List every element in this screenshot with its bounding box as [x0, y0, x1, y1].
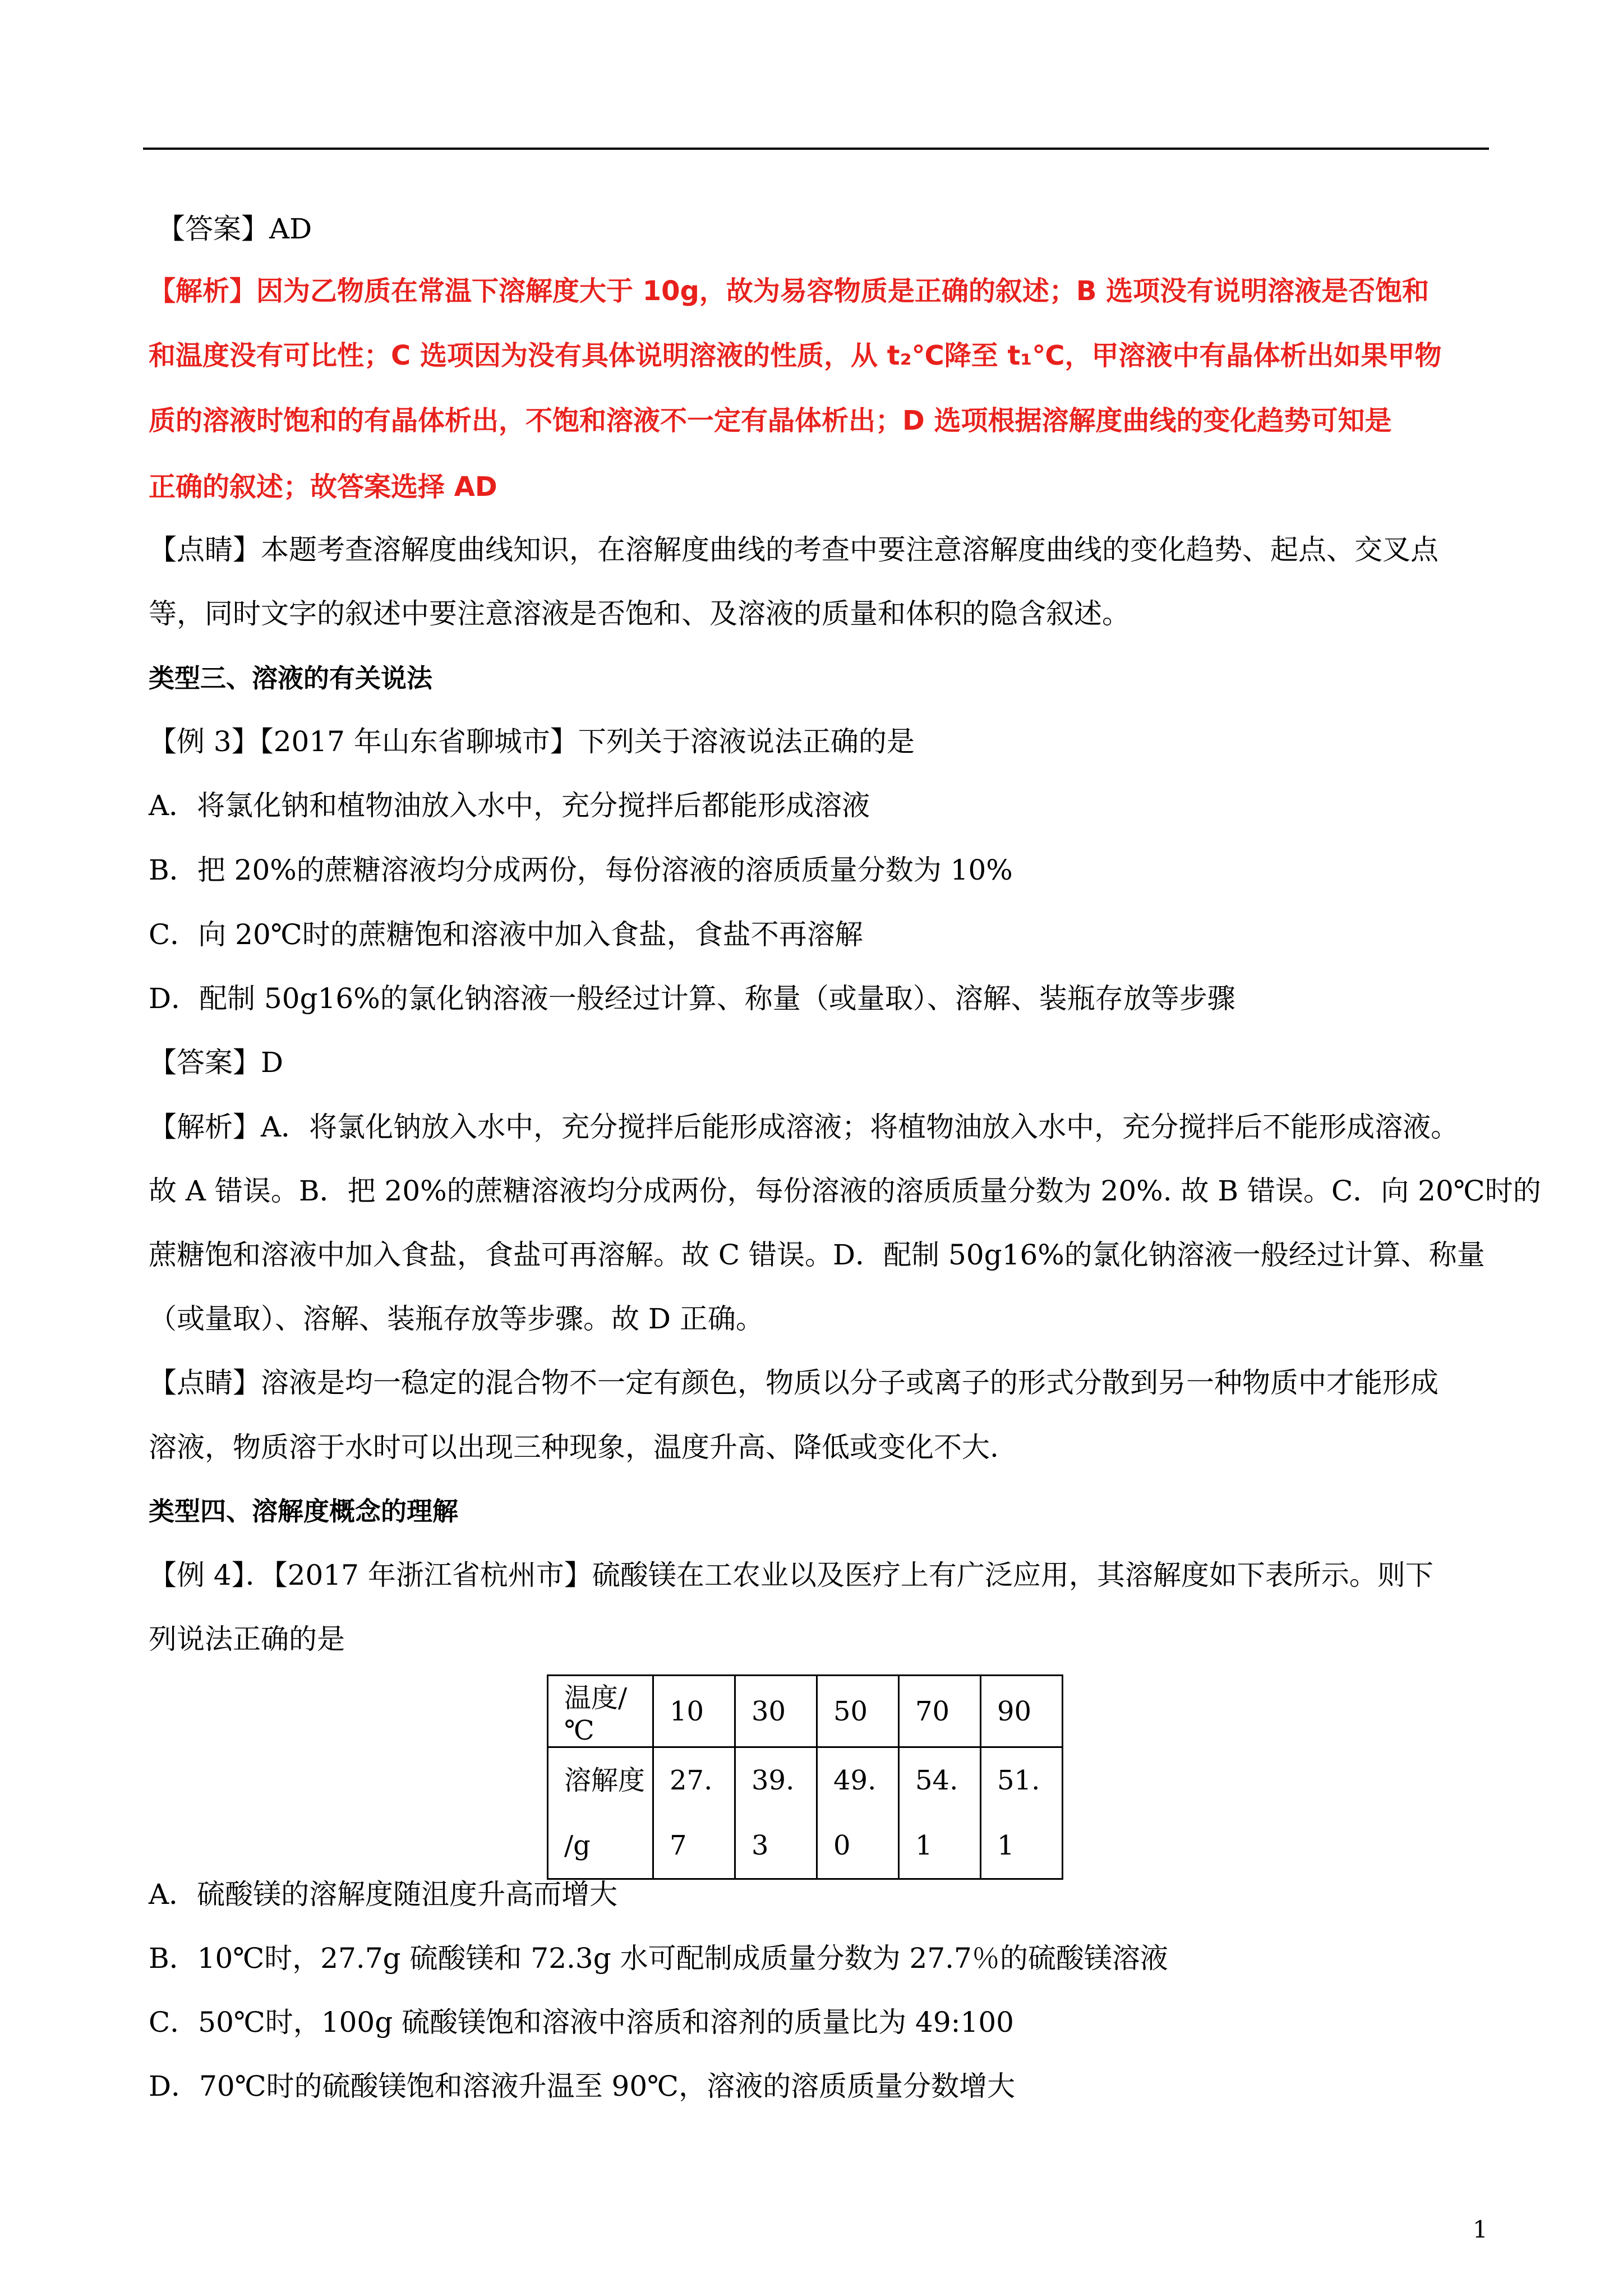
table-row [548, 1747, 1063, 1879]
analysis-line: 蔗糖饱和溶液中加入食盐，食盐可再溶解。故 C 错误。D．配制 50g16%的氯化钠溶液一般经过计算、称量 [149, 1239, 1485, 1271]
header-rule [143, 148, 1489, 150]
analysis-line: 和温度没有可比性；C 选项因为没有具体说明溶液的性质，从 t₂℃降至 t₁℃，甲溶液中有晶体析出如果甲物 [149, 340, 1442, 371]
page-number: 1 [1473, 2216, 1488, 2243]
option-d: D．70℃时的硫酸镁饱和溶液升温至 90℃，溶液的溶质质量分数增大 [149, 2070, 1016, 2102]
option-a: A．将氯化钠和植物油放入水中，充分搅拌后都能形成溶液 [149, 789, 870, 822]
example-question: 【例 3】【2017 年山东省聊城市】下列关于溶液说法正确的是 [149, 725, 915, 758]
analysis-line: 故 A 错误。B．把 20%的蔗糖溶液均分成两份，每份溶液的溶质质量分数为 20%. 故 B 错误。C．向 20℃时的 [149, 1175, 1541, 1207]
table-cell: 70 [899, 1676, 981, 1747]
example-question: 列说法正确的是 [149, 1623, 345, 1655]
solubility-table [547, 1674, 1063, 1880]
option-b: B．10℃时，27.7g 硫酸镁和 72.3g 水可配制成质量分数为 27.7％的硫酸镁溶液 [149, 1942, 1168, 1975]
table-cell: 27. 7 [653, 1747, 735, 1879]
example-question: 【例 4】．【2017 年浙江省杭州市】硫酸镁在工农业以及医疗上有广泛应用，其溶解度如下表所示。则下 [149, 1559, 1433, 1591]
analysis-line: （或量取）、溶解、装瓶存放等步骤。故 D 正确。 [149, 1303, 764, 1335]
analysis-line: 正确的叙述；故答案选择 AD [149, 471, 497, 503]
option-a: A．硫酸镁的溶解度随沮度升高而增大 [149, 1878, 618, 1911]
tip-line: 【点睛】本题考查溶解度曲线知识，在溶解度曲线的考查中要注意溶解度曲线的变化趋势、起点、交叉点 [149, 533, 1438, 566]
option-c: C．50℃时，100g 硫酸镁饱和溶液中溶质和溶剂的质量比为 49:100 [149, 2006, 1014, 2039]
table-cell: 50 [817, 1676, 899, 1747]
table-cell: 90 [981, 1676, 1063, 1747]
tip-line: 溶液，物质溶于水时可以出现三种现象，温度升高、降低或变化不大. [149, 1431, 999, 1464]
section-heading: 类型三、溶液的有关说法 [149, 663, 432, 693]
table-header-cell: 溶解度 /g [548, 1747, 653, 1879]
table-cell: 49. 0 [817, 1747, 899, 1879]
answer-label: 【答案】D [149, 1046, 284, 1079]
tip-line: 等，同时文字的叙述中要注意溶液是否饱和、及溶液的质量和体积的隐含叙述。 [149, 597, 1130, 630]
table-row [548, 1676, 1063, 1747]
option-c: C．向 20℃时的蔗糖饱和溶液中加入食盐，食盐不再溶解 [149, 918, 863, 951]
analysis-line: 【解析】因为乙物质在常温下溶解度大于 10g，故为易容物质是正确的叙述；B 选项没有说明溶液是否饱和 [149, 275, 1430, 307]
analysis-line: 【解析】A．将氯化钠放入水中，充分搅拌后能形成溶液；将植物油放入水中，充分搅拌后不能形成溶液。 [149, 1111, 1459, 1143]
table-cell: 54. 1 [899, 1747, 981, 1879]
tip-line: 【点睛】溶液是均一稳定的混合物不一定有颜色，物质以分子或离子的形式分散到另一种物质中才能形成 [149, 1366, 1438, 1399]
table-cell: 39. 3 [735, 1747, 817, 1879]
table-cell: 30 [735, 1676, 817, 1747]
table-header-cell: 温度/℃ [548, 1676, 653, 1747]
table-cell: 10 [653, 1676, 735, 1747]
analysis-line: 质的溶液时饱和的有晶体析出，不饱和溶液不一定有晶体析出；D 选项根据溶解度曲线的变化趋势可知是 [149, 405, 1392, 436]
table-cell: 51. 1 [981, 1747, 1063, 1879]
option-b: B．把 20%的蔗糖溶液均分成两份，每份溶液的溶质质量分数为 10% [149, 854, 1013, 886]
answer-label: 【答案】AD [157, 213, 312, 245]
section-heading: 类型四、溶解度概念的理解 [149, 1496, 458, 1526]
option-d: D．配制 50g16%的氯化钠溶液一般经过计算、称量（或量取）、溶解、装瓶存放等步骤 [149, 982, 1235, 1015]
